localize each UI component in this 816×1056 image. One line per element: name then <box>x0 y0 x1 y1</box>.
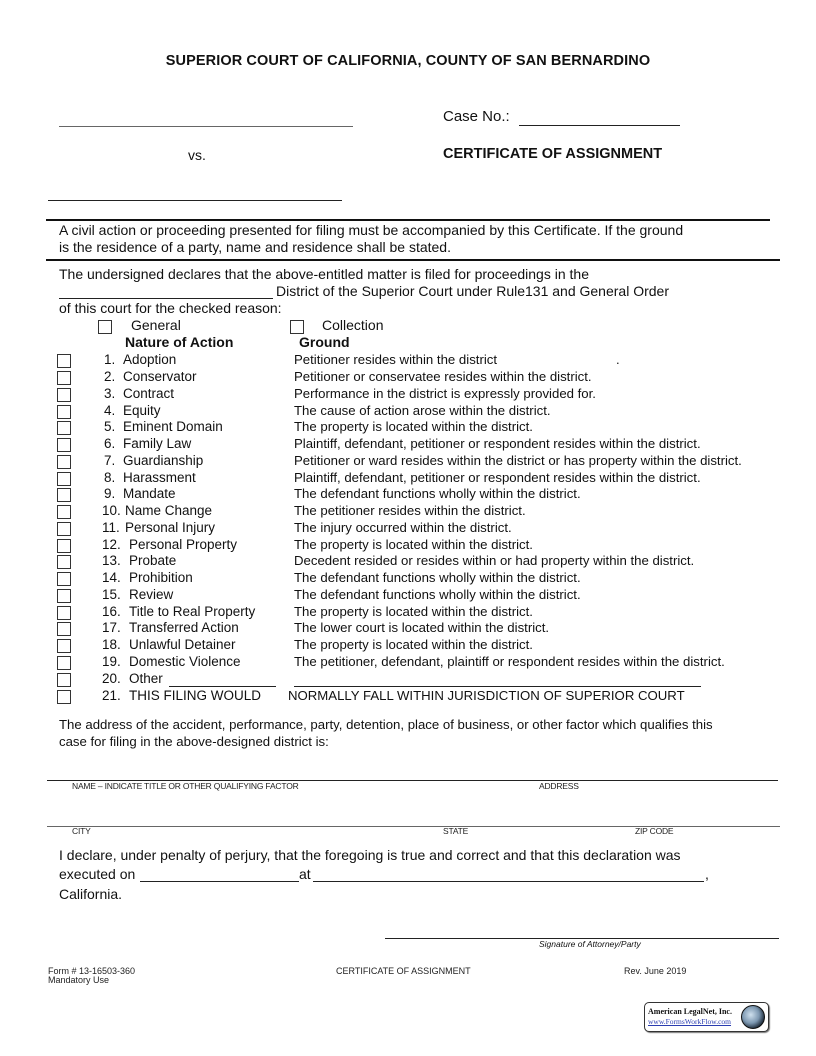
action-checkbox[interactable] <box>57 673 71 687</box>
action-row <box>0 419 816 436</box>
defendant-line[interactable] <box>48 200 342 201</box>
action-checkbox[interactable] <box>57 405 71 419</box>
address-label: ADDRESS <box>539 781 579 791</box>
address-intro-2: case for filing in the above-designed district is: <box>59 734 329 749</box>
action-ground: The injury occurred within the district. <box>294 520 512 535</box>
signature-label: Signature of Attorney/Party <box>539 939 641 949</box>
action-number: 14. <box>102 570 121 585</box>
ground-header: Ground <box>299 334 350 350</box>
action-label: Guardianship <box>123 453 204 468</box>
collection-label: Collection <box>322 317 384 333</box>
action-checkbox[interactable] <box>57 438 71 452</box>
state-label: STATE <box>443 826 469 836</box>
action-ground: Petitioner resides within the district <box>294 352 498 367</box>
action-ground: The defendant functions wholly within the district. <box>294 570 581 585</box>
action-number: 2. <box>104 369 116 384</box>
action-ground: The property is located within the district. <box>294 637 533 652</box>
footer-title: CERTIFICATE OF ASSIGNMENT <box>336 966 471 976</box>
action-number: 4. <box>104 403 116 418</box>
action-row <box>0 369 816 386</box>
action-ground: The defendant functions wholly within the district. <box>294 486 581 501</box>
action-row <box>0 654 816 671</box>
action-label: Conservator <box>123 369 197 384</box>
action-number: 20. <box>102 671 121 686</box>
action-checkbox[interactable] <box>57 522 71 536</box>
case-no-field[interactable] <box>519 125 680 126</box>
action-row <box>0 671 816 688</box>
action-ground: The property is located within the district. <box>294 537 533 552</box>
action-ground: Petitioner or conservatee resides within the district. <box>294 369 592 384</box>
stray-period: . <box>616 352 620 367</box>
vs-label: vs. <box>188 147 206 163</box>
case-no-label: Case No.: <box>443 108 510 125</box>
action-checkbox[interactable] <box>57 622 71 636</box>
logo-company-name: American LegalNet, Inc. <box>648 1007 732 1016</box>
action-number: 7. <box>104 453 116 468</box>
action-ground: Decedent resided or resides within or had property within the district. <box>294 553 695 568</box>
action-number: 13. <box>102 553 121 568</box>
city-label: CITY <box>72 826 91 836</box>
notice-line-1: A civil action or proceeding presented for filing must be accompanied by this Certificate. If the ground <box>59 222 684 238</box>
action-row <box>0 386 816 403</box>
at-label: at <box>299 866 311 882</box>
action-label: Mandate <box>123 486 176 501</box>
action-row <box>0 587 816 604</box>
action-checkbox[interactable] <box>57 388 71 402</box>
court-title: SUPERIOR COURT OF CALIFORNIA, COUNTY OF SAN BERNARDINO <box>165 53 651 69</box>
globe-icon <box>741 1005 765 1029</box>
plaintiff-line[interactable] <box>59 126 353 127</box>
action-row <box>0 570 816 587</box>
action-number: 5. <box>104 419 116 434</box>
collection-checkbox[interactable] <box>290 320 304 334</box>
action-row <box>0 470 816 487</box>
action-number: 21. <box>102 688 121 703</box>
action-checkbox[interactable] <box>57 421 71 435</box>
action-label: Contract <box>123 386 175 401</box>
declaration-line-1: The undersigned declares that the above-entitled matter is filed for proceedings in the <box>59 266 589 282</box>
action-label: Other <box>129 671 163 686</box>
other-ground-field[interactable] <box>294 686 701 687</box>
california-label: California. <box>59 886 123 902</box>
action-number: 19. <box>102 654 121 669</box>
nature-of-action-header: Nature of Action <box>125 334 234 350</box>
execution-date-field[interactable] <box>140 881 299 882</box>
action-number: 9. <box>104 486 116 501</box>
action-label: Domestic Violence <box>129 654 241 669</box>
action-number: 6. <box>104 436 116 451</box>
revision-date: Rev. June 2019 <box>624 966 687 976</box>
action-label: Eminent Domain <box>123 419 223 434</box>
action-ground: Plaintiff, defendant, petitioner or respondent resides within the district. <box>294 470 701 485</box>
action-checkbox[interactable] <box>57 606 71 620</box>
divider-bottom <box>46 259 780 261</box>
action-label: Personal Injury <box>125 520 216 535</box>
action-ground: The lower court is located within the district. <box>294 620 550 635</box>
action-number: 17. <box>102 620 121 635</box>
action-row <box>0 620 816 637</box>
action-number: 12. <box>102 537 121 552</box>
action-ground: NORMALLY FALL WITHIN JURISDICTION OF SUPERIOR COURT <box>288 688 685 703</box>
mandatory-use: Mandatory Use <box>48 975 110 985</box>
action-label: THIS FILING WOULD <box>129 688 262 703</box>
action-ground: Petitioner or ward resides within the district or has property within the district. <box>294 453 742 468</box>
action-ground: The cause of action arose within the district. <box>294 403 551 418</box>
action-ground: The defendant functions wholly within the district. <box>294 587 581 602</box>
action-row <box>0 637 816 654</box>
action-row <box>0 403 816 420</box>
action-ground: Performance in the district is expressly provided for. <box>294 386 596 401</box>
action-checkbox[interactable] <box>57 455 71 469</box>
action-label: Prohibition <box>129 570 193 585</box>
american-legalnet-logo[interactable] <box>644 1002 769 1032</box>
action-label: Name Change <box>125 503 213 518</box>
comma: , <box>705 866 709 882</box>
action-label: Title to Real Property <box>129 604 256 619</box>
action-ground: The property is located within the district. <box>294 604 533 619</box>
action-checkbox[interactable] <box>57 488 71 502</box>
action-row <box>0 604 816 621</box>
action-row <box>0 503 816 520</box>
action-number: 16. <box>102 604 121 619</box>
action-checkbox[interactable] <box>57 589 71 603</box>
form-number: Form # 13-16503-360 <box>48 966 136 976</box>
action-number: 10. <box>102 503 121 518</box>
general-label: General <box>131 317 181 333</box>
action-row <box>0 688 816 705</box>
action-checkbox[interactable] <box>57 555 71 569</box>
action-row <box>0 520 816 537</box>
action-label: Adoption <box>123 352 177 367</box>
zip-label: ZIP CODE <box>635 826 674 836</box>
action-checkbox[interactable] <box>57 539 71 553</box>
action-number: 15. <box>102 587 121 602</box>
notice-line-2: is the residence of a party, name and residence shall be stated. <box>59 239 451 255</box>
action-checkbox[interactable] <box>57 354 71 368</box>
name-label: NAME – INDICATE TITLE OR OTHER QUALIFYING FACTOR <box>72 781 299 791</box>
action-label: Review <box>129 587 174 602</box>
action-number: 8. <box>104 470 116 485</box>
action-row <box>0 537 816 554</box>
action-label: Unlawful Detainer <box>129 637 236 652</box>
action-checkbox[interactable] <box>57 639 71 653</box>
action-number: 11. <box>102 520 120 535</box>
other-action-field[interactable] <box>169 686 276 687</box>
district-field[interactable] <box>59 298 273 299</box>
action-ground: Plaintiff, defendant, petitioner or respondent resides within the district. <box>294 436 701 451</box>
action-ground: The petitioner, defendant, plaintiff or respondent resides within the district. <box>294 654 725 669</box>
action-checkbox[interactable] <box>57 572 71 586</box>
action-row <box>0 453 816 470</box>
document-title: CERTIFICATE OF ASSIGNMENT <box>443 146 663 162</box>
action-number: 18. <box>102 637 121 652</box>
action-row <box>0 436 816 453</box>
action-ground: The property is located within the district. <box>294 419 533 434</box>
action-number: 1. <box>104 352 116 367</box>
declaration-line-3: of this court for the checked reason: <box>59 300 282 316</box>
address-intro-1: The address of the accident, performance, party, detention, place of business, or other factor which qualifies this <box>59 717 713 732</box>
logo-website-link[interactable]: www.FormsWorkFlow.com <box>648 1017 732 1026</box>
execution-place-field[interactable] <box>313 881 704 882</box>
action-label: Personal Property <box>129 537 238 552</box>
declaration-line-2: District of the Superior Court under Rule131 and General Order <box>276 283 669 299</box>
action-checkbox[interactable] <box>57 690 71 704</box>
action-label: Family Law <box>123 436 192 451</box>
executed-on-label: executed on <box>59 866 136 882</box>
action-checkbox[interactable] <box>57 371 71 385</box>
action-label: Equity <box>123 403 161 418</box>
action-checkbox[interactable] <box>57 472 71 486</box>
divider-top <box>46 219 770 221</box>
action-checkbox[interactable] <box>57 656 71 670</box>
action-label: Harassment <box>123 470 196 485</box>
action-checkbox[interactable] <box>57 505 71 519</box>
action-number: 3. <box>104 386 116 401</box>
perjury-line-1: I declare, under penalty of perjury, that the foregoing is true and correct and that this declaration was <box>59 847 681 863</box>
action-label: Transferred Action <box>129 620 239 635</box>
action-row <box>0 486 816 503</box>
action-ground: The petitioner resides within the district. <box>294 503 526 518</box>
general-checkbox[interactable] <box>98 320 112 334</box>
action-row <box>0 352 816 369</box>
action-label: Probate <box>129 553 177 568</box>
action-row <box>0 553 816 570</box>
